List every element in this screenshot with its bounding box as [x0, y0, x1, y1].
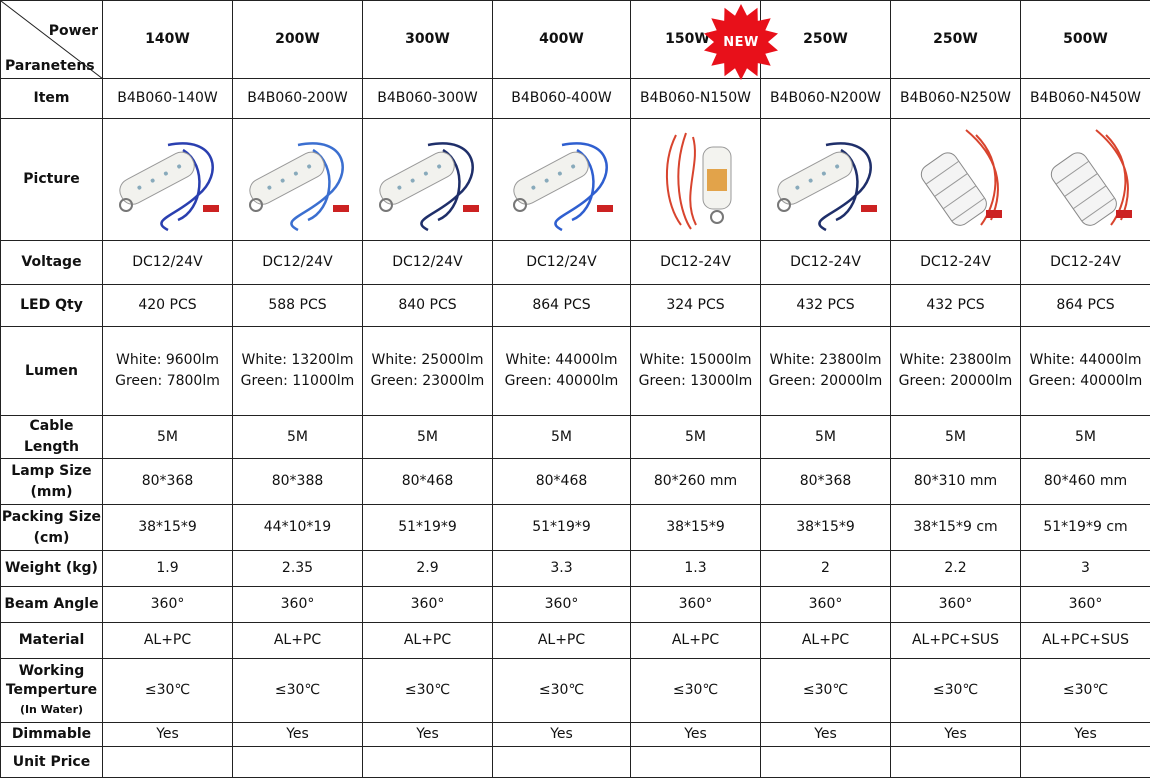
unit-price-cell — [103, 747, 233, 778]
table-row — [1, 505, 1150, 551]
lamp-size-label — [1, 459, 103, 505]
power-header: 500W — [1021, 1, 1150, 79]
lumen-green: Green: 13000lm — [639, 373, 753, 389]
packing-cell: 51*19*9 — [493, 505, 631, 551]
dimmable-cell: Yes — [493, 723, 631, 747]
lumen-cell — [1021, 327, 1150, 416]
lumen-cell — [761, 327, 891, 416]
lumen-green: Green: 20000lm — [899, 373, 1013, 389]
led-qty-label: LED Qty — [1, 285, 103, 327]
packing-cell: 51*19*9 cm — [1021, 505, 1150, 551]
lumen-label: Lumen — [1, 327, 103, 416]
new-badge-text: NEW — [701, 32, 781, 53]
table-row — [1, 623, 1150, 659]
weight-cell: 3 — [1021, 551, 1150, 587]
working-line3: (In Water) — [20, 703, 83, 716]
voltage-cell: DC12/24V — [363, 241, 493, 285]
power-header — [631, 1, 761, 79]
dimmable-cell: Yes — [233, 723, 363, 747]
lumen-white: White: 44000lm — [506, 352, 618, 368]
unit-price-cell — [363, 747, 493, 778]
lumen-green: Green: 23000lm — [371, 373, 485, 389]
lamp-size-cell: 80*468 — [363, 459, 493, 505]
lumen-green: Green: 11000lm — [241, 373, 355, 389]
table-row — [1, 327, 1150, 416]
unit-price-text: Unit Price — [13, 754, 90, 770]
lumen-cell — [493, 327, 631, 416]
material-cell: AL+PC — [103, 623, 233, 659]
beam-cell: 360° — [631, 587, 761, 623]
product-picture — [363, 119, 493, 241]
led-qty-cell: 432 PCS — [891, 285, 1021, 327]
led-qty-cell: 864 PCS — [1021, 285, 1150, 327]
temp-cell: ≤30℃ — [891, 659, 1021, 723]
lumen-cell — [103, 327, 233, 416]
unit-price-cell — [493, 747, 631, 778]
voltage-cell: DC12-24V — [631, 241, 761, 285]
picture-label: Picture — [1, 119, 103, 241]
item-cell: B4B060-140W — [103, 79, 233, 119]
cable-cell: 5M — [233, 416, 363, 459]
unit-price-label — [1, 747, 103, 778]
item-cell: B4B060-N150W — [631, 79, 761, 119]
unit-price-cell — [1021, 747, 1150, 778]
lumen-white: White: 13200lm — [242, 352, 354, 368]
led-qty-cell: 324 PCS — [631, 285, 761, 327]
lamp-size-cell: 80*368 — [103, 459, 233, 505]
parameters-label: Paranetens — [5, 56, 95, 77]
dimmable-cell: Yes — [631, 723, 761, 747]
temp-cell: ≤30℃ — [493, 659, 631, 723]
material-cell: AL+PC — [493, 623, 631, 659]
cable-length-label: Cable Length — [1, 416, 103, 459]
material-label: Material — [1, 623, 103, 659]
weight-cell: 2 — [761, 551, 891, 587]
power-header: 140W — [103, 1, 233, 79]
material-cell: AL+PC — [363, 623, 493, 659]
working-temp-label — [1, 659, 103, 723]
table-row — [1, 79, 1150, 119]
cable-cell: 5M — [1021, 416, 1150, 459]
product-picture — [761, 119, 891, 241]
lumen-green: Green: 40000lm — [505, 373, 619, 389]
voltage-cell: DC12-24V — [761, 241, 891, 285]
led-qty-cell: 432 PCS — [761, 285, 891, 327]
temp-cell: ≤30℃ — [233, 659, 363, 723]
lumen-white: White: 23800lm — [900, 352, 1012, 368]
table-row — [1, 723, 1150, 747]
beam-angle-label: Beam Angle — [1, 587, 103, 623]
lamp-size-cell: 80*388 — [233, 459, 363, 505]
temp-cell: ≤30℃ — [631, 659, 761, 723]
beam-cell: 360° — [891, 587, 1021, 623]
packing-cell: 38*15*9 — [103, 505, 233, 551]
temp-cell: ≤30℃ — [1021, 659, 1150, 723]
lamp-size-label-line1: Lamp Size — [11, 463, 91, 479]
cable-cell: 5M — [493, 416, 631, 459]
voltage-cell: DC12-24V — [1021, 241, 1150, 285]
beam-cell: 360° — [103, 587, 233, 623]
dimmable-cell: Yes — [1021, 723, 1150, 747]
beam-cell: 360° — [233, 587, 363, 623]
power-header: 250W — [761, 1, 891, 79]
temp-cell: ≤30℃ — [363, 659, 493, 723]
beam-cell: 360° — [493, 587, 631, 623]
product-picture — [631, 119, 761, 241]
table-row — [1, 1, 1150, 79]
packing-cell: 51*19*9 — [363, 505, 493, 551]
beam-cell: 360° — [1021, 587, 1150, 623]
power-header: 300W — [363, 1, 493, 79]
weight-cell: 2.9 — [363, 551, 493, 587]
product-picture — [103, 119, 233, 241]
item-label: Item — [1, 79, 103, 119]
cable-cell: 5M — [891, 416, 1021, 459]
voltage-cell: DC12/24V — [493, 241, 631, 285]
led-qty-cell: 420 PCS — [103, 285, 233, 327]
working-line2: Temperture — [6, 682, 97, 698]
dimmable-cell: Yes — [103, 723, 233, 747]
led-qty-cell: 588 PCS — [233, 285, 363, 327]
unit-price-cell — [761, 747, 891, 778]
power-label: Power — [49, 21, 98, 42]
led-qty-cell: 840 PCS — [363, 285, 493, 327]
item-cell: B4B060-N200W — [761, 79, 891, 119]
lamp-size-label-line2: (mm) — [31, 484, 73, 500]
power-header: 250W — [891, 1, 1021, 79]
lamp-size-cell: 80*460 mm — [1021, 459, 1150, 505]
item-cell: B4B060-400W — [493, 79, 631, 119]
voltage-cell: DC12/24V — [233, 241, 363, 285]
lumen-white: White: 23800lm — [770, 352, 882, 368]
voltage-cell: DC12-24V — [891, 241, 1021, 285]
temp-cell: ≤30℃ — [761, 659, 891, 723]
lumen-white: White: 25000lm — [372, 352, 484, 368]
weight-label: Weight (kg) — [1, 551, 103, 587]
item-cell: B4B060-300W — [363, 79, 493, 119]
product-picture — [493, 119, 631, 241]
lamp-size-cell: 80*260 mm — [631, 459, 761, 505]
table-row — [1, 459, 1150, 505]
material-cell: AL+PC — [761, 623, 891, 659]
packing-cell: 38*15*9 — [761, 505, 891, 551]
dimmable-label: Dimmable — [1, 723, 103, 747]
packing-cell: 38*15*9 cm — [891, 505, 1021, 551]
table-row — [1, 659, 1150, 723]
table-row — [1, 551, 1150, 587]
dimmable-cell: Yes — [891, 723, 1021, 747]
material-cell: AL+PC+SUS — [891, 623, 1021, 659]
table-row — [1, 241, 1150, 285]
packing-size-label-line1: Packing Size — [2, 509, 101, 525]
item-cell: B4B060-N250W — [891, 79, 1021, 119]
voltage-cell: DC12/24V — [103, 241, 233, 285]
weight-cell: 2.35 — [233, 551, 363, 587]
table-row — [1, 587, 1150, 623]
product-picture — [891, 119, 1021, 241]
dimmable-cell: Yes — [761, 723, 891, 747]
lamp-size-cell: 80*310 mm — [891, 459, 1021, 505]
lamp-size-cell: 80*368 — [761, 459, 891, 505]
table-row — [1, 119, 1150, 241]
lumen-green: Green: 40000lm — [1029, 373, 1143, 389]
product-picture — [1021, 119, 1150, 241]
product-picture — [233, 119, 363, 241]
material-cell: AL+PC+SUS — [1021, 623, 1150, 659]
unit-price-cell — [631, 747, 761, 778]
lumen-cell — [363, 327, 493, 416]
table-row — [1, 416, 1150, 459]
beam-cell: 360° — [363, 587, 493, 623]
unit-price-cell — [233, 747, 363, 778]
corner-header-cell — [1, 1, 103, 79]
material-cell: AL+PC — [233, 623, 363, 659]
lumen-green: Green: 20000lm — [769, 373, 883, 389]
packing-size-label — [1, 505, 103, 551]
cable-cell: 5M — [363, 416, 493, 459]
lumen-cell — [233, 327, 363, 416]
cable-cell: 5M — [631, 416, 761, 459]
weight-cell: 2.2 — [891, 551, 1021, 587]
lumen-cell — [631, 327, 761, 416]
weight-cell: 3.3 — [493, 551, 631, 587]
packing-cell: 38*15*9 — [631, 505, 761, 551]
table-row — [1, 285, 1150, 327]
new-badge — [701, 3, 781, 81]
power-header: 400W — [493, 1, 631, 79]
power-value: 150W — [665, 31, 710, 47]
temp-cell: ≤30℃ — [103, 659, 233, 723]
working-line1: Working — [19, 663, 85, 679]
lumen-white: White: 15000lm — [640, 352, 752, 368]
lumen-green: Green: 7800lm — [115, 373, 220, 389]
voltage-label: Voltage — [1, 241, 103, 285]
lumen-cell — [891, 327, 1021, 416]
cable-cell: 5M — [103, 416, 233, 459]
item-cell: B4B060-200W — [233, 79, 363, 119]
lumen-white: White: 9600lm — [116, 352, 219, 368]
weight-cell: 1.9 — [103, 551, 233, 587]
unit-price-cell — [891, 747, 1021, 778]
item-cell: B4B060-N450W — [1021, 79, 1150, 119]
lamp-size-cell: 80*468 — [493, 459, 631, 505]
led-qty-cell: 864 PCS — [493, 285, 631, 327]
cable-cell: 5M — [761, 416, 891, 459]
packing-cell: 44*10*19 — [233, 505, 363, 551]
weight-cell: 1.3 — [631, 551, 761, 587]
packing-size-label-line2: (cm) — [34, 530, 70, 546]
beam-cell: 360° — [761, 587, 891, 623]
lumen-white: White: 44000lm — [1030, 352, 1142, 368]
material-cell: AL+PC — [631, 623, 761, 659]
table-row — [1, 747, 1150, 778]
power-header: 200W — [233, 1, 363, 79]
dimmable-cell: Yes — [363, 723, 493, 747]
